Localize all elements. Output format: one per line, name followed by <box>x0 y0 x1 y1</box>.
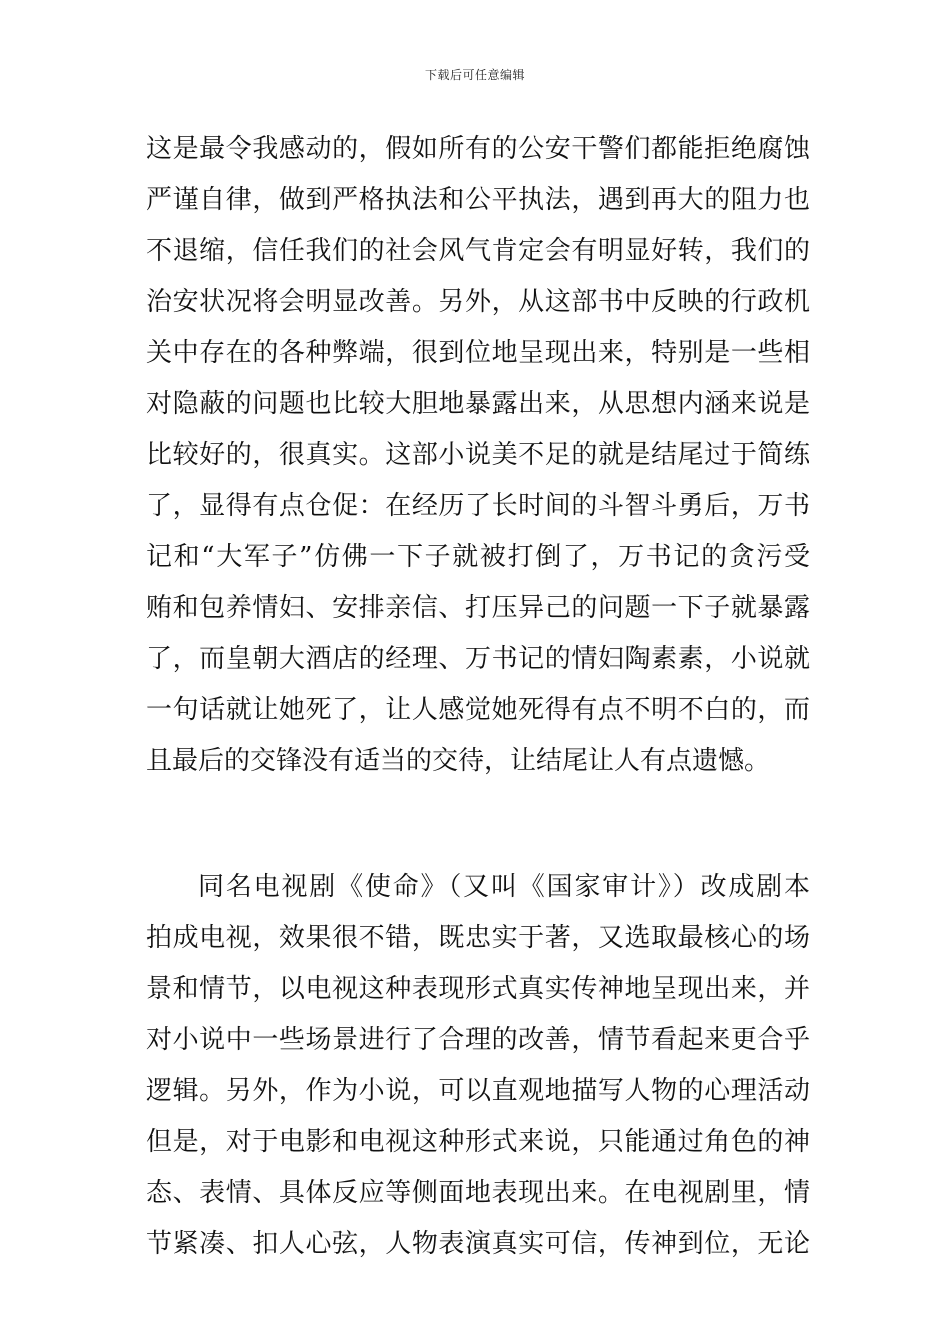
text-line: 且最后的交锋没有适当的交待，让结尾让人有点遗憾。 <box>146 746 771 776</box>
text-line: 态、表情、具体反应等侧面地表现出来。在电视剧里，情 <box>146 1178 810 1208</box>
text-line: 对小说中一些场景进行了合理的改善，情节看起来更合乎 <box>146 1025 810 1055</box>
document-body <box>146 124 810 1270</box>
text-line: 不退缩，信任我们的社会风气肯定会有明显好转，我们的 <box>146 236 810 266</box>
text-line: 但是，对于电影和电视这种形式来说，只能通过角色的神 <box>146 1127 810 1157</box>
paragraph-2 <box>146 862 810 1270</box>
text-line: 了，显得有点仓促：在经历了长时间的斗智斗勇后，万书 <box>146 491 810 521</box>
text-line: 治安状况将会明显改善。另外，从这部书中反映的行政机 <box>146 287 810 317</box>
text-line: 对隐蔽的问题也比较大胆地暴露出来，从思想内涵来说是 <box>146 389 810 419</box>
text-line: 贿和包养情妇、安排亲信、打压异己的问题一下子就暴露 <box>146 593 810 623</box>
text-line: 严谨自律，做到严格执法和公平执法，遇到再大的阻力也 <box>146 185 810 215</box>
text-line: 节紧凑、扣人心弦，人物表演真实可信，传神到位，无论 <box>146 1229 810 1259</box>
text-line: 这是最令我感动的，假如所有的公安干警们都能拒绝腐蚀 <box>146 134 810 164</box>
paragraph-spacing <box>146 787 810 862</box>
text-line: 比较好的，很真实。这部小说美不足的就是结尾过于简练 <box>146 440 810 470</box>
text-line: 了，而皇朝大酒店的经理、万书记的情妇陶素素，小说就 <box>146 644 810 674</box>
text-line: 关中存在的各种弊端，很到位地呈现出来，特别是一些相 <box>146 338 810 368</box>
text-line: 景和情节，以电视这种表现形式真实传神地呈现出来，并 <box>146 974 810 1004</box>
paragraph-1 <box>146 124 810 787</box>
text-line: 拍成电视，效果很不错，既忠实于著，又选取最核心的场 <box>146 923 810 953</box>
text-line: 逻辑。另外，作为小说，可以直观地描写人物的心理活动 <box>146 1076 810 1106</box>
text-line: 记和“大军子”仿佛一下子就被打倒了，万书记的贪污受 <box>146 542 810 572</box>
text-line: 一句话就让她死了，让人感觉她死得有点不明不白的，而 <box>146 695 810 725</box>
text-line: 同名电视剧《使命》（又叫《国家审计》）改成剧本 <box>198 872 810 902</box>
page-header-note: 下载后可任意编辑 <box>424 68 525 82</box>
